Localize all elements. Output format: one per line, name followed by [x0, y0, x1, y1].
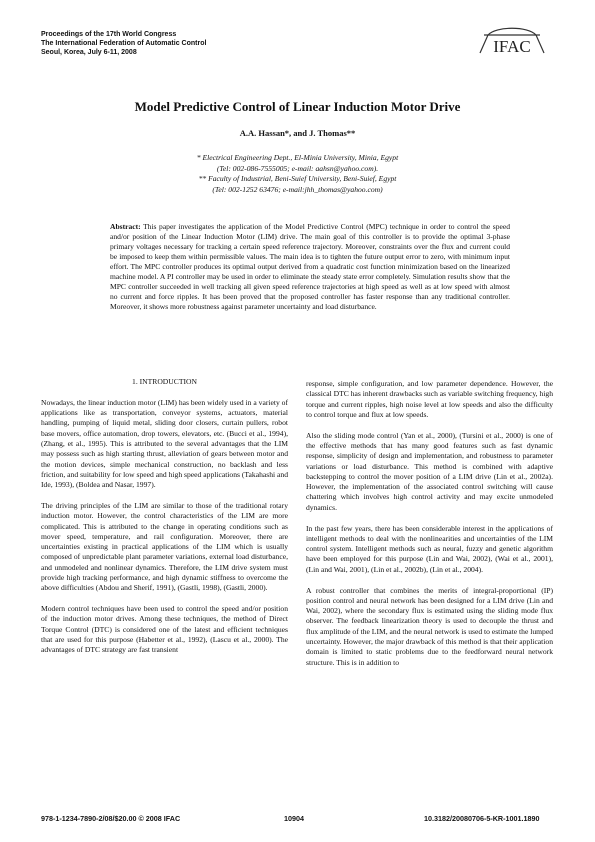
paragraph: In the past few years, there has been considerable interest in the applications of intelligent methods to deal with the nonlinearities and uncertainties of the LIM control system. Intelligent methods such as neural, fuzzy and genetic algorithm have been employed for this purpose (Lin and Wai, 2002), (Wai et al., 2001), (Lin and Wai, 2001), (Lin et al., 2002b), (Lin et al., 2004). [306, 523, 553, 574]
paragraph: The driving principles of the LIM are similar to those of the traditional rotary induction motor. However, the control characteristics of the LIM are more complicated. This is attributed to the change in operating conditions such as mover speed, temperature, and rail configuration. Moreover, there are uncertainties existing in practical applications of the LIM which is usually composed of unpredictable plant parameter variations, external load disturbance, and unmodeled and nonlinear dynamics. Therefore, the LIM drive system must provide high tracking performance, and high dynamic stiffness to overcome the above difficulties (Abdou and Sherif, 1991), (Gastli, 1998), (Gastli, 2000). [41, 500, 288, 593]
affiliations [0, 153, 595, 196]
affiliation-1: * Electrical Engineering Dept., El-Minia University, Minia, Egypt [196, 153, 399, 162]
conference-line-2: The International Federation of Automatic Control [41, 40, 207, 47]
abstract-label: Abstract: [110, 222, 141, 231]
footer-doi: 10.3182/20080706-5-KR-1001.1890 [424, 814, 540, 823]
paper-title: Model Predictive Control of Linear Induction Motor Drive [134, 99, 461, 114]
right-column [306, 379, 553, 678]
conference-line-3: Seoul, Korea, July 6-11, 2008 [41, 49, 137, 56]
logo-text: IFAC [493, 37, 531, 56]
paragraph: Modern control techniques have been used to control the speed and/or position of the induction motor drives. Among these techniques, the method of Direct Torque Control (DTC) is considered one of the latest and efficient techniques that are used for this purpose (Habetter et al., 1992), (Lascu et al., 2000). The advantages of DTC strategy are fast transient [41, 604, 288, 655]
footer-isbn: 978-1-1234-7890-2/08/$20.00 © 2008 IFAC [41, 814, 181, 823]
abstract-text: This paper investigates the application of the Model Predictive Control (MPC) technique in order to control the speed and/or position of the Linear Induction Motor (LIM) drive. The main goal of this controller is to provide the optimal 3-phase primary voltages necessary for tracking a certain speed reference trajectory. Moreover, constraints over the flux and current could be imposed to keep them within permissible values. The main idea is to tighten the future output error to zero, with minimum input effort. The MPC controller produces its optimal output derived from a quadratic cost function minimization based on the linearized machine model. A PI controller may be used in order to eliminate the steady state error completely. Simulation results show that the MPC controller succeeded in well tracking all given speed reference trajectories at high speed as well as at low speed with almost no current and force ripples. It has been proved that the proposed controller has faster response than any traditional controller. Moreover, it shows more robustness against parameter uncertainty and load disturbance. [110, 222, 510, 312]
section-heading: 1. INTRODUCTION [132, 377, 197, 386]
footer-page-number: 10904 [284, 814, 304, 823]
affiliation-2: ** Faculty of Industrial, Beni-Suief University, Beni-Suief, Egypt [198, 174, 397, 184]
conference-line-1: Proceedings of the 17th World Congress [41, 31, 177, 38]
affiliation-2-contact: (Tel: 002-1252 63476; e-mail:jhh_thomas@yahoo.com) [212, 185, 383, 195]
paper-authors: A.A. Hassan*, and J. Thomas** [239, 128, 356, 138]
abstract [110, 222, 510, 312]
left-column [41, 377, 288, 666]
conference-header [41, 30, 206, 57]
paragraph: response, simple configuration, and low parameter dependence. However, the classical DTC has inherent drawbacks such as variable switching frequency, high torque and current ripples, high noise level at low speeds and also the difficulty to control torque and flux at low speeds. [306, 379, 553, 419]
ifac-logo [474, 21, 550, 61]
paragraph: A robust controller that combines the merits of integral-proportional (IP) position control and neural network has been designed for a LIM drive (Lin and Wai, 2002), where the secondary flux is estimated using the sliding mode flux observer. The feedback linearization theory is used to decouple the thrust and flux amplitude of the LIM, and the neural network is used to estimate the lumped uncertainty. However, the major drawback of this method is that their application domain is limited to static problems due to the feedforward neural network structure. This is in addition to [306, 585, 553, 667]
paragraph: Nowadays, the linear induction motor (LIM) has been widely used in a variety of applications like as transportation, conveyor systems, actuators, material handling, pumping of liquid metal, sliding door closers, curtain pullers, robot base movers, office automation, drop towers, elevators, etc. (Bucci et al., 1994), (Zhang, et al., 1995). This is attributed to the several advantages that the LIM may possess such as high starting thrust, alleviation of gears between motor and the motion devices, simple mechanical construction, no backlash and less friction, and suitability for low speed and high speed applications (Takahashi and Ide, 1993), (Boldea and Nasar, 1997). [41, 397, 288, 490]
affiliation-1-contact: (Tel: 002-086-7555005; e-mail: aahsn@yahoo.com). [216, 163, 379, 173]
paragraph: Also the sliding mode control (Yan et al., 2000), (Tursini et al., 2000) is one of the effective methods that has many good features such as fast dynamic response, simplicity of design and implementation, and robustness to parameter variations or load disturbance. This method is combined with adaptive backstepping to control the mover position of a LIM drive (Lin et al., 2002a). However, the implementation of the associated control switching will cause chattering which involves high control activity and may excite unmodeled dynamics. [306, 430, 553, 512]
